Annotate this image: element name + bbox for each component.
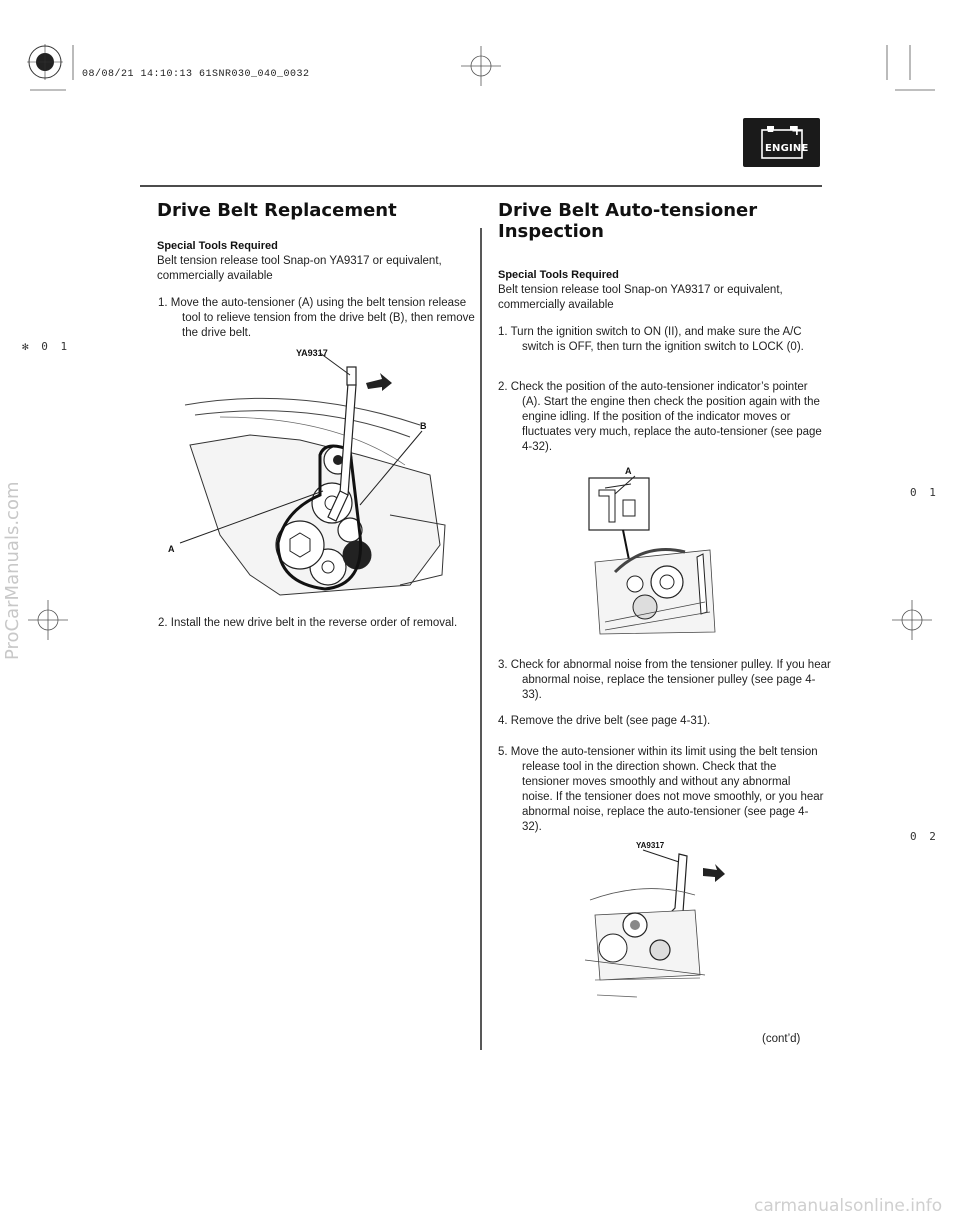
drive-belt-figure (160, 345, 460, 605)
continued-note: (cont’d) (762, 1033, 801, 1045)
engine-section-badge (743, 118, 820, 167)
badge-label: ENGINE (765, 143, 809, 154)
left-tools-text: Belt tension release tool Snap-on YA9317 or equivalent, commercially available (157, 255, 442, 282)
label-indicator-a: A (625, 466, 632, 476)
tensioner-indicator-figure (585, 462, 725, 642)
crosshair-right-icon (892, 600, 932, 640)
registration-target-icon (27, 44, 63, 80)
left-step-1: 1. Move the auto-tensioner (A) using the belt tension release tool to relieve tension from the drive belt (B), then remove the drive belt. (158, 297, 475, 339)
left-margin-mark: ✻ 0 1 (22, 340, 71, 353)
right-section-title-line2: Inspection (498, 221, 604, 242)
label-b: B (420, 421, 427, 431)
tensioner-tool-figure (575, 840, 735, 1005)
right-tools-heading: Special Tools Required (498, 269, 619, 281)
right-section-title-line1: Drive Belt Auto-tensioner (498, 200, 758, 221)
right-tools-text: Belt tension release tool Snap-on YA9317 or equivalent, commercially available (498, 284, 783, 311)
right-step-5: 5. Move the auto-tensioner within its limit using the belt tension release tool in the direction shown. Check that the tensioner moves smoothly and without any abnormal noise. If the tensioner does not move smoothly, or you hear abnormal noise, replace the auto-tensioner (see page 4-32). (498, 746, 824, 833)
crosshair-top-icon (461, 46, 501, 86)
badge-minus: – (767, 123, 775, 139)
left-tools-heading: Special Tools Required (157, 240, 278, 252)
print-timestamp: 08/08/21 14:10:13 61SNR030_040_0032 (82, 69, 310, 80)
crosshair-left-icon (28, 600, 68, 640)
right-margin-mark-1: 0 1 (910, 486, 939, 499)
label-tool-ya9317: YA9317 (296, 348, 328, 358)
right-margin-mark-2: 0 2 (910, 830, 939, 843)
right-step-3: 3. Check for abnormal noise from the tensioner pulley. If you hear abnormal noise, replace the tensioner pulley (see page 4-33). (498, 659, 831, 701)
label-tool-ya9317-2: YA9317 (636, 841, 665, 850)
label-a: A (168, 544, 175, 554)
bottom-watermark: carmanualsonline.info (754, 1196, 943, 1216)
right-step-1: 1. Turn the ignition switch to ON (II), and make sure the A/C switch is OFF, then turn the ignition switch to LOCK (0). (498, 326, 804, 353)
side-watermark: ProCarManuals.com (2, 481, 23, 660)
right-step-2: 2. Check the position of the auto-tensioner indicator’s pointer (A). Start the engine then check the position again with the engine idling. If the position of the indicator moves or fluctuates very much, replace the auto-tensioner (see page 4-32). (498, 381, 822, 453)
left-step-2: 2. Install the new drive belt in the reverse order of removal. (158, 617, 458, 629)
left-section-title: Drive Belt Replacement (157, 200, 397, 221)
badge-plus: + (791, 123, 803, 139)
right-step-4: 4. Remove the drive belt (see page 4-31). (498, 715, 711, 727)
